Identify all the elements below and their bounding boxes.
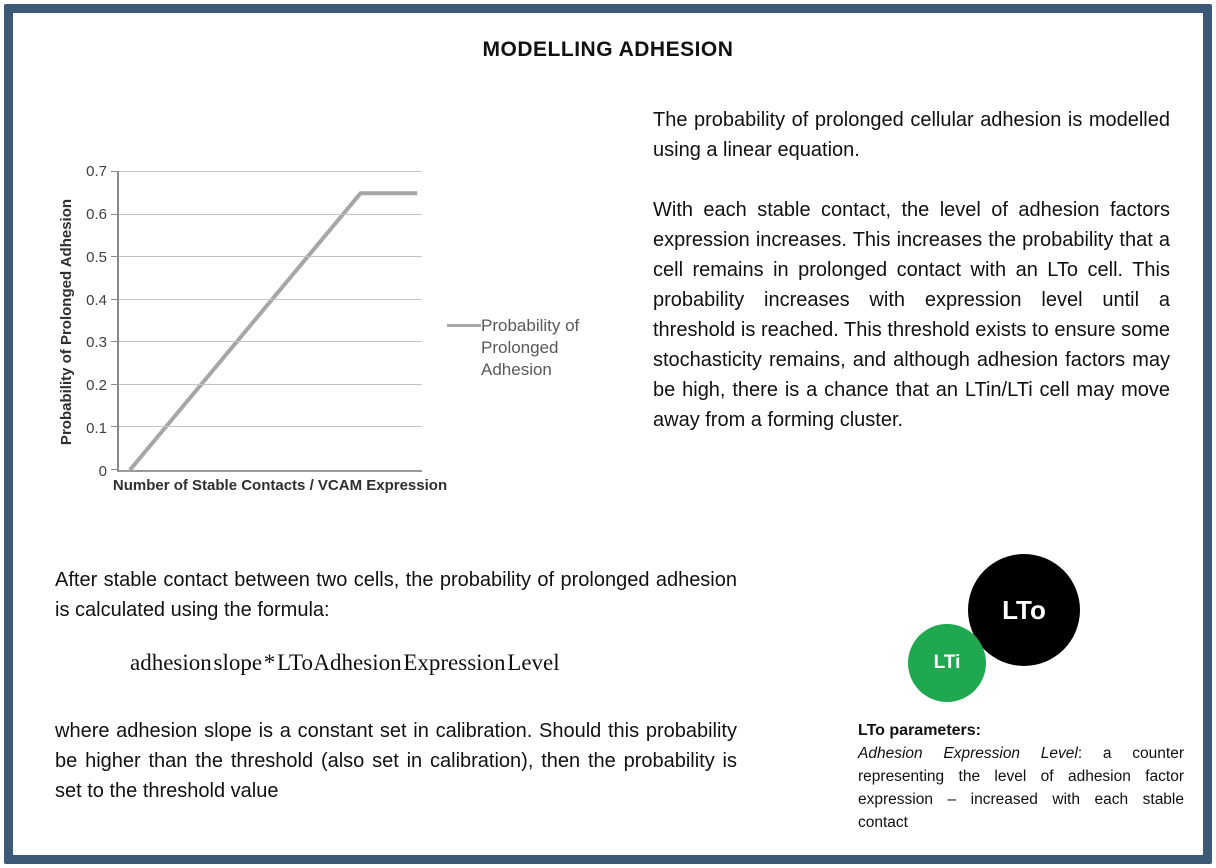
- gridline: [119, 384, 422, 385]
- y-tick-label: 0.3: [86, 334, 107, 352]
- y-tick-label: 0.7: [86, 163, 107, 180]
- y-tick-mark: [111, 256, 119, 257]
- probability-line: [130, 193, 417, 470]
- y-tick-mark: [111, 341, 119, 342]
- gridline: [119, 341, 422, 342]
- slide-title: MODELLING ADHESION: [482, 38, 734, 61]
- lto-cell-label: LTo: [1002, 594, 1046, 625]
- y-tick-mark: [111, 171, 119, 172]
- parameter-term: Adhesion Expression Level: [858, 745, 1078, 762]
- explanation-paragraph-2: With each stable contact, the level of adhesion factors expression increases. This increases the probability that a cell remains in prolonged contact with an LTo cell. This probability increases with expression level until a threshold is reached. This threshold exists to ensure some stochasticity remains, and although adhesion factors may be high, there is a chance that an LTin/LTi cell may move away from a forming cluster.: [653, 199, 1170, 431]
- y-tick-label: 0.6: [86, 205, 107, 223]
- gridline: [119, 171, 422, 172]
- gridline: [119, 299, 422, 300]
- lti-cell-label: LTi: [933, 652, 961, 673]
- legend-line-marker: [447, 324, 481, 327]
- lto-parameters-block: [858, 719, 1184, 834]
- formula-where-text: where adhesion slope is a constant set in calibration. Should this probability be higher than the threshold (also set in calibration), then the probability is set to the threshold value: [55, 720, 737, 802]
- x-axis-title: Number of Stable Contacts / VCAM Expression: [112, 477, 448, 494]
- explanation-text-block: [653, 105, 1170, 435]
- adhesion-probability-chart: [0, 0, 640, 540]
- y-tick-label: 0.2: [86, 377, 107, 395]
- y-tick-mark: [111, 426, 119, 427]
- y-tick-mark: [111, 214, 119, 215]
- y-tick-label: 0.5: [86, 248, 107, 266]
- legend-label: Probability of Prolonged Adhesion: [481, 316, 580, 379]
- parameter-definition-rest: : a counter representing the level of adhesion factor expression – increased with each stable contact: [858, 745, 1184, 831]
- gridline: [119, 426, 422, 427]
- gridline: [119, 214, 422, 215]
- lto-parameters-heading: LTo parameters:: [858, 722, 981, 739]
- y-tick-label: 0: [98, 463, 107, 480]
- formula-intro-text: After stable contact between two cells, the probability of prolonged adhesion is calculated using the formula:: [55, 569, 737, 621]
- adhesion-formula: adhesion slope * LTo Adhesion Expression Level: [130, 650, 560, 675]
- explanation-paragraph-1: The probability of prolonged cellular adhesion is modelled using a linear equation.: [653, 109, 1170, 161]
- y-tick-label: 0.1: [86, 420, 107, 438]
- y-tick-mark: [111, 469, 119, 470]
- chart-legend: [447, 315, 627, 381]
- y-axis-ticks: [55, 163, 107, 480]
- y-tick-mark: [111, 384, 119, 385]
- line-series-svg: [119, 172, 422, 470]
- lto-parameters-definition: [858, 742, 1184, 834]
- y-tick-mark: [111, 299, 119, 300]
- lti-cell-circle: [908, 624, 986, 702]
- plot-area: [117, 172, 422, 472]
- lto-cell-circle: [968, 554, 1080, 666]
- y-axis-title: Probability of Prolonged Adhesion: [58, 198, 75, 446]
- y-tick-label: 0.4: [86, 291, 107, 309]
- gridline: [119, 256, 422, 257]
